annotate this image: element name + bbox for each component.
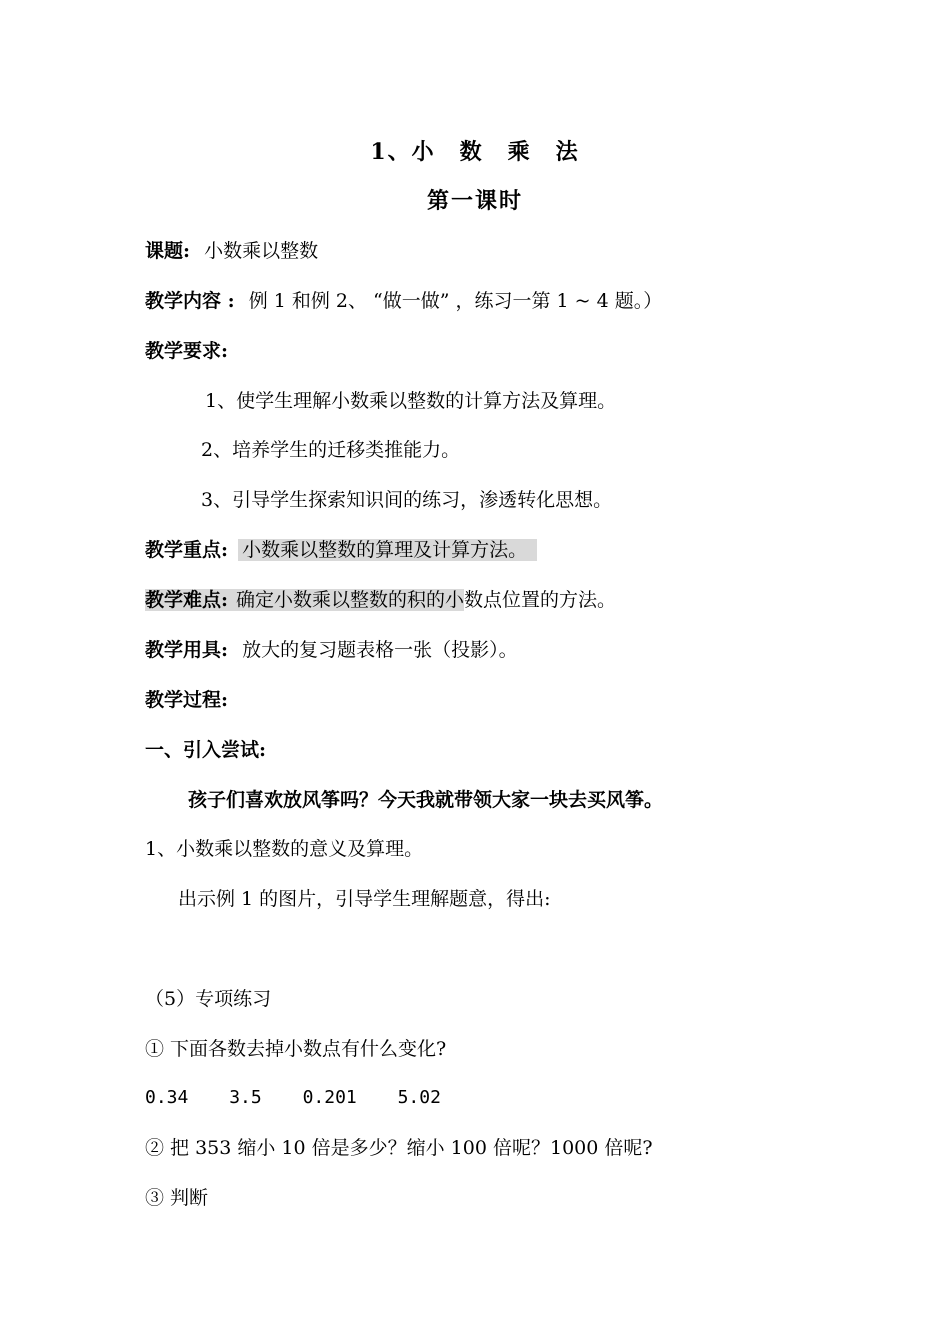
practice-question-1: ① 下面各数去掉小数点有什么变化? (145, 1038, 447, 1060)
tools-line (145, 637, 518, 663)
content-label: 教学内容 : (145, 290, 235, 312)
difficulty-value-rest: 数点位置的方法。 (464, 589, 617, 611)
practice-numbers (145, 1085, 441, 1111)
difficulty-label: 教学难点: (145, 589, 229, 611)
requirement-item: 1、使学生理解小数乘以整数的计算方法及算理。 (205, 390, 617, 412)
number-item: 3.5 (229, 1087, 262, 1108)
topic-value: 小数乘以整数 (204, 240, 319, 262)
section1-intro: 孩子们喜欢放风筝吗？今天我就带领大家一块去买风筝。 (188, 789, 664, 811)
process-label: 教学过程: (145, 689, 229, 711)
practice-question-2: ② 把 353 缩小 10 倍是多少？缩小 100 倍呢？1000 倍呢? (145, 1137, 653, 1159)
practice-heading: （5）专项练习 (145, 988, 272, 1010)
page-subtitle: 第一课时 (426, 188, 523, 214)
number-item: 0.34 (145, 1087, 189, 1108)
key-point-label: 教学重点: (145, 539, 229, 561)
key-point-line (145, 537, 537, 563)
practice-question-3: ③ 判断 (145, 1187, 209, 1209)
number-item: 5.02 (397, 1087, 441, 1108)
content-line (145, 288, 662, 314)
difficulty-line (145, 587, 616, 613)
requirement-item: 2、培养学生的迁移类推能力。 (201, 439, 461, 461)
topic-label: 课题: (145, 240, 191, 262)
tools-label: 教学用具: (145, 639, 229, 661)
requirements-label: 教学要求: (145, 340, 229, 362)
key-point-value: 小数乘以整数的算理及计算方法。 (238, 539, 537, 561)
requirement-item: 3、引导学生探索知识间的练习，渗透转化思想。 (201, 489, 613, 511)
number-item: 0.201 (302, 1087, 357, 1108)
page-title: 1、小 数 乘 法 (370, 139, 580, 165)
content-value: 例 1 和例 2、 “做一做” ，练习一第 1 ~ 4 题。） (248, 290, 663, 312)
topic-line (145, 238, 318, 264)
tools-value: 放大的复习题表格一张（投影）。 (242, 639, 518, 661)
section1-heading: 一、引入尝试: (145, 739, 267, 761)
difficulty-value-highlighted: 确定小数乘以整数的积的小 (236, 589, 465, 611)
section1-item1: 1、小数乘以整数的意义及算理。 (145, 838, 424, 860)
section1-item1-detail: 出示例 1 的图片，引导学生理解题意，得出: (178, 888, 551, 910)
